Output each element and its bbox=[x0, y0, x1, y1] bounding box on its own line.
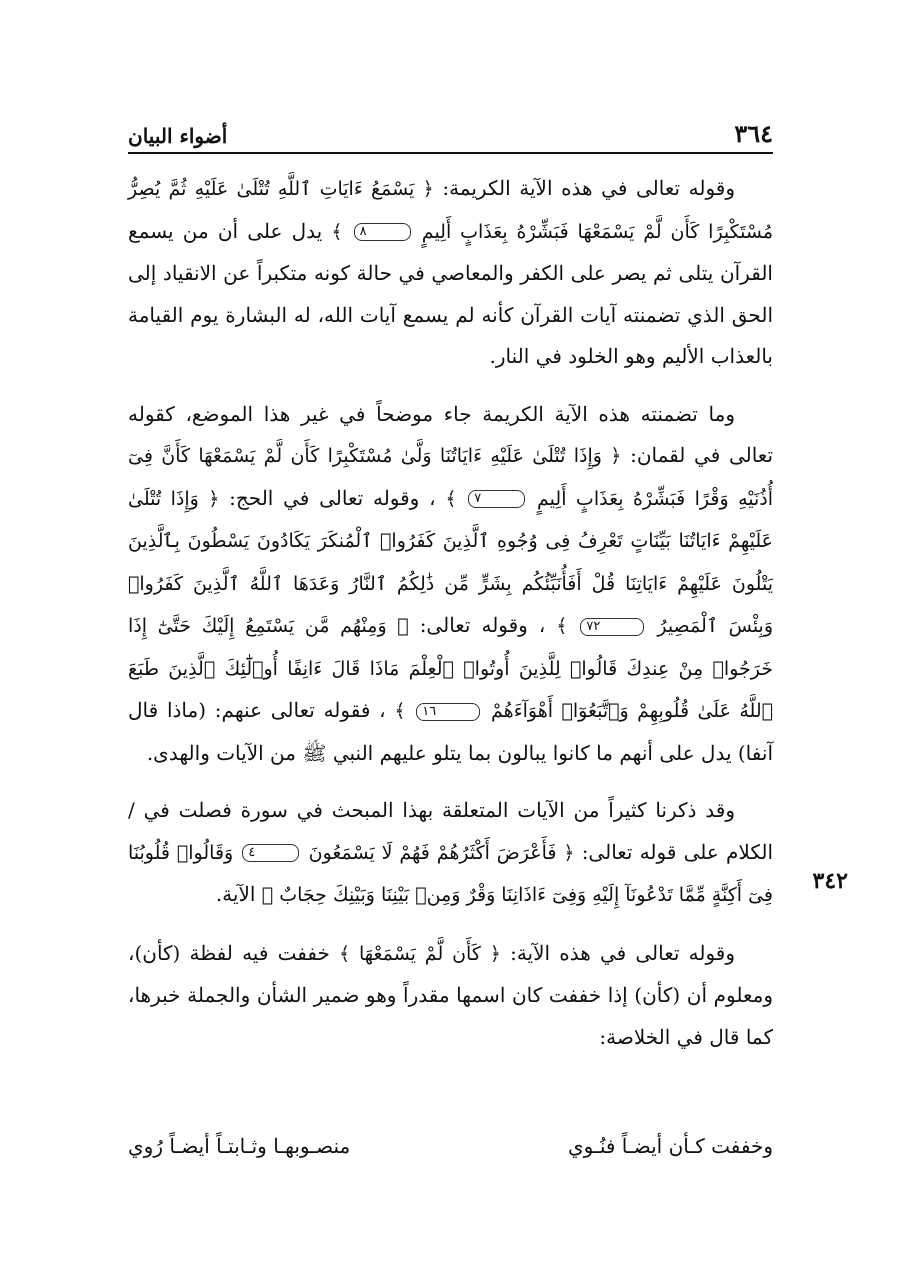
paragraph-text: ، فقوله تعالى عنهم: (ماذا قال آنفا) يدل على أنهم ما كانوا يبالون بما يتلو عليهم النبي ﷺ من الآيات والهدى. bbox=[128, 698, 773, 765]
margin-page-reference: ٣٤٢ bbox=[812, 868, 848, 894]
paragraph-3 bbox=[128, 790, 773, 917]
poem-second-hemistich: منصـوبهـا وثـابتـاً أيضـاً رُوي bbox=[128, 1134, 351, 1158]
paragraph-text: وما تضمنته هذه الآية الكريمة جاء موضحاً في غير هذا الموضع، كقوله تعالى في لقمان: bbox=[128, 401, 774, 467]
paragraph-text: خففت فيه لفظة (كأن)، ومعلوم أن (كأن) إذا خففت كان اسمها مقدراً وهو ضمير الشأن والجملة خبرها، كما قال في الخلاصة: bbox=[128, 940, 773, 1049]
paragraph-text: ، وقوله تعالى في الحج: bbox=[229, 485, 436, 510]
quran-verse: ﴿ كَأَن لَّمْ يَسْمَعْهَا ﴾ bbox=[339, 942, 501, 965]
paragraph-text: ، وقوله تعالى: bbox=[419, 613, 546, 637]
verse-number-marker: ٨ bbox=[354, 223, 411, 241]
page-number: ٣٦٤ bbox=[734, 119, 773, 148]
page-header bbox=[128, 112, 773, 148]
main-text bbox=[128, 168, 773, 1074]
poem-verse bbox=[128, 1126, 773, 1167]
paragraph-text: وقوله تعالى في هذه الآية الكريمة: bbox=[442, 176, 736, 200]
quran-verse: ﴿ وَإِذَا تُتْلَىٰ عَلَيْهِمْ ءَايَاتُنَا بَيِّنَاتٍ تَعْرِفُ فِى وُجُوهِ ٱلَّذِينَ كَفَرُوا۟ ٱلْمُنكَرَ يَكَادُونَ يَسْطُونَ بِٱلَّذِينَ يَتْلُونَ عَلَيْهِمْ ءَايَاتِنَا قُلْ أَفَأُنَبِّئُكُم بِشَرٍّ مِّن ذَٰلِكُمُ ٱلنَّارُ وَعَدَهَا ٱللَّهُ ٱلَّذِينَ كَفَرُوا۟ وَبِئْسَ ٱلْمَصِيرُ bbox=[128, 487, 774, 637]
quran-verse: وَقَالُوا۟ قُلُوبُنَا فِىٓ أَكِنَّةٍ مِّمَّا تَدْعُونَآ إِلَيْهِ وَفِىٓ ءَاذَانِنَا وَقْرٌ وَمِنۢ بَيْنِنَا وَبَيْنِكَ حِجَابٌ ﴾ bbox=[128, 841, 773, 906]
verse-number-marker: ٧ bbox=[468, 490, 525, 508]
paragraph-text: يدل على أن من يسمع القرآن يتلى ثم يصر على الكفر والمعاصي في حالة كونه متكبراً عن الانقياد إلى الحق الذي تضمنته آيات القرآن كأنه لم يسمع آيات الله، له البشارة يوم القيامة بالعذاب الأليم وهو الخلود في النار. bbox=[128, 218, 773, 368]
verse-number-marker: ٤ bbox=[242, 844, 299, 862]
quran-verse: ﴿ فَأَعْرَضَ أَكْثَرُهُمْ فَهُمْ لَا يَسْمَعُونَ bbox=[308, 841, 575, 864]
paragraph-text: وقد ذكرنا كثيراً من الآيات المتعلقة بهذا المبحث في سورة فصلت في /الكلام على قوله تعالى: bbox=[128, 798, 774, 864]
paragraph-1 bbox=[128, 168, 773, 378]
quran-verse: ﴿ وَمِنْهُم مَّن يَسْتَمِعُ إِلَيْكَ حَتَّىٰٓ إِذَا خَرَجُوا۟ مِنْ عِندِكَ قَالُوا۟ لِلَّذِينَ أُوتُوا۟ ٱلْعِلْمَ مَاذَا قَالَ ءَانِفًا أُو۟لَٰٓئِكَ ٱلَّذِينَ طَبَعَ ٱللَّهُ عَلَىٰ قُلُوبِهِمْ وَٱتَّبَعُوٓا۟ أَهْوَآءَهُمْ bbox=[128, 615, 774, 722]
verse-number-marker: ٧٢ bbox=[580, 618, 644, 636]
paragraph-text: الآية. bbox=[215, 882, 256, 906]
quran-bracket-close: ﴾ bbox=[556, 615, 568, 637]
quran-bracket-close: ﴾ bbox=[445, 487, 457, 510]
verse-number-marker: ١٦ bbox=[416, 703, 480, 721]
header-divider bbox=[128, 152, 773, 154]
quran-verse: ﴿ وَإِذَا تُتْلَىٰ عَلَيْهِ ءَايَاتُنَا وَلَّىٰ مُسْتَكْبِرًا كَأَن لَّمْ يَسْمَعْهَا كَأَنَّ فِىٓ أُذُنَيْهِ وَقْرًا فَبَشِّرْهُ بِعَذَابٍ أَلِيمٍ bbox=[128, 445, 774, 510]
poem-first-hemistich: وخففت كـأن أيضـاً فنُـوي bbox=[568, 1134, 773, 1158]
book-title: أضواء البيان bbox=[128, 124, 228, 148]
quran-bracket-close: ﴾ bbox=[394, 700, 406, 722]
quran-bracket-close: ﴾ bbox=[331, 220, 343, 243]
paragraph-4 bbox=[128, 933, 773, 1059]
paragraph-text: وقوله تعالى في هذه الآية: bbox=[510, 940, 735, 965]
quran-verse: ﴿ يَسْمَعُ ءَايَاتِ ٱللَّهِ تُتْلَىٰ عَلَيْهِ ثُمَّ يُصِرُّ مُسْتَكْبِرًا كَأَن لَّمْ يَسْمَعْهَا فَبَشِّرْهُ بِعَذَابٍ أَلِيمٍ bbox=[128, 178, 774, 243]
paragraph-2 bbox=[128, 394, 773, 775]
